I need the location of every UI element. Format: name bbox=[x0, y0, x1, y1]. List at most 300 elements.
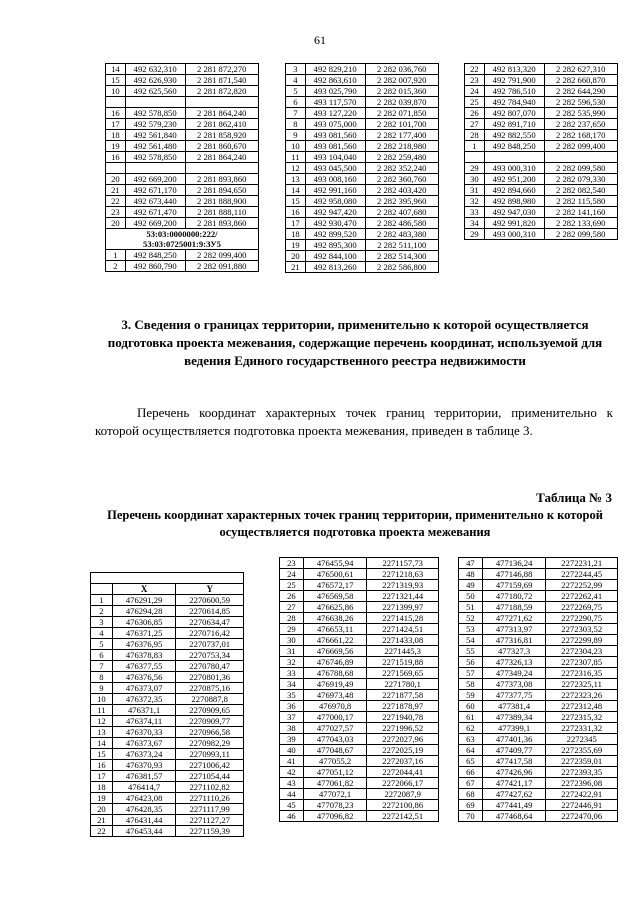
point-number-cell: 35 bbox=[280, 690, 304, 701]
table-row bbox=[106, 229, 259, 250]
x-coordinate-cell: 477048,67 bbox=[303, 745, 367, 756]
y-coordinate-cell: 2 281 888,900 bbox=[185, 196, 259, 207]
x-coordinate-cell: 477055,2 bbox=[303, 756, 367, 767]
x-coordinate-cell: 476572,17 bbox=[303, 580, 367, 591]
y-coordinate-cell: 2271877,58 bbox=[367, 690, 439, 701]
x-coordinate-cell: 492 863,610 bbox=[305, 75, 365, 86]
x-coordinate-cell: 476625,86 bbox=[303, 602, 367, 613]
x-coordinate-cell: 477180,72 bbox=[482, 591, 546, 602]
x-coordinate-cell: 477377,75 bbox=[482, 690, 546, 701]
point-number-cell: 56 bbox=[459, 657, 483, 668]
x-coordinate-cell: 477427,62 bbox=[482, 789, 546, 800]
x-coordinate-cell: 477159,69 bbox=[482, 580, 546, 591]
y-coordinate-cell: 2 282 218,980 bbox=[365, 141, 439, 152]
y-coordinate-cell: 2 282 259,480 bbox=[365, 152, 439, 163]
x-coordinate-cell: 476373,67 bbox=[112, 738, 176, 749]
table-row bbox=[91, 815, 244, 826]
x-coordinate-cell: 492 561,480 bbox=[125, 141, 185, 152]
table-row bbox=[286, 108, 439, 119]
x-coordinate-cell: 477096,82 bbox=[303, 811, 367, 822]
y-coordinate-cell: 2 282 007,920 bbox=[365, 75, 439, 86]
table-row bbox=[286, 229, 439, 240]
y-coordinate-cell: 2272142,51 bbox=[367, 811, 439, 822]
table-row bbox=[286, 196, 439, 207]
table-row bbox=[459, 756, 618, 767]
x-coordinate-cell: 492 891,710 bbox=[484, 119, 544, 130]
table-row bbox=[286, 75, 439, 86]
point-number-cell: 32 bbox=[465, 196, 485, 207]
table-row bbox=[465, 229, 618, 240]
table3-title: Перечень координат характерных точек границ территории, применительно к которой осуществляется подготовка проекта межевания bbox=[107, 508, 603, 539]
table-row bbox=[106, 218, 259, 229]
table-row bbox=[459, 668, 618, 679]
y-coordinate-cell: 2271054,44 bbox=[176, 771, 244, 782]
y-coordinate-cell: 2272299,89 bbox=[546, 635, 618, 646]
point-number-cell: 41 bbox=[280, 756, 304, 767]
point-number-cell: 31 bbox=[280, 646, 304, 657]
point-number-cell: 15 bbox=[106, 75, 126, 86]
y-coordinate-cell: 2 282 168,170 bbox=[544, 130, 618, 141]
x-coordinate-cell: 476291,29 bbox=[112, 595, 176, 606]
table-row bbox=[91, 793, 244, 804]
table-row bbox=[91, 760, 244, 771]
point-number-cell: 22 bbox=[465, 64, 485, 75]
y-coordinate-cell: 2272331,32 bbox=[546, 723, 618, 734]
x-coordinate-cell: 492 813,320 bbox=[484, 64, 544, 75]
coordinates-table-a bbox=[105, 63, 259, 272]
point-number-cell: 34 bbox=[465, 218, 485, 229]
point-number-cell: 55 bbox=[459, 646, 483, 657]
table-row bbox=[280, 580, 439, 591]
x-coordinate-cell: 492 895,300 bbox=[305, 240, 365, 251]
x-coordinate-cell: 477389,34 bbox=[482, 712, 546, 723]
page-number: 61 bbox=[314, 33, 326, 47]
point-number-cell: 54 bbox=[459, 635, 483, 646]
x-coordinate-cell: 476414,7 bbox=[112, 782, 176, 793]
x-coordinate-cell: 476306,85 bbox=[112, 617, 176, 628]
table-row bbox=[280, 690, 439, 701]
y-coordinate-cell: 2270614,85 bbox=[176, 606, 244, 617]
table-row bbox=[459, 580, 618, 591]
y-coordinate-cell: 2 282 177,400 bbox=[365, 130, 439, 141]
point-number-cell: 18 bbox=[286, 229, 306, 240]
section-heading: 3. Сведения о границах территории, применительно к которой осуществляется подготовка проекта межевания, содержащие перечень координат, используемой для ведения Единого государственного реестра недвижимости bbox=[107, 317, 603, 368]
table-row bbox=[286, 262, 439, 273]
point-number-cell: 37 bbox=[280, 712, 304, 723]
y-coordinate-cell: 2270801,36 bbox=[176, 672, 244, 683]
x-coordinate-cell: 493 025,790 bbox=[305, 86, 365, 97]
point-number-cell: 21 bbox=[106, 185, 126, 196]
y-coordinate-cell: 2 282 660,870 bbox=[544, 75, 618, 86]
table-row bbox=[280, 679, 439, 690]
table-row bbox=[106, 75, 259, 86]
y-coordinate-cell: 2 281 893,860 bbox=[185, 174, 259, 185]
section-paragraph: Перечень координат характерных точек границ территории, применительно к которой осуществляется подготовка проекта межевания, приведен в таблице 3. bbox=[95, 405, 613, 438]
y-coordinate-cell: 2272345 bbox=[546, 734, 618, 745]
table-row bbox=[106, 152, 259, 163]
table-row bbox=[280, 800, 439, 811]
x-coordinate-cell: 477271,62 bbox=[482, 613, 546, 624]
x-coordinate-cell: 476381,57 bbox=[112, 771, 176, 782]
point-number-cell: 27 bbox=[465, 119, 485, 130]
x-coordinate-cell: 492 898,980 bbox=[484, 196, 544, 207]
table-row bbox=[106, 141, 259, 152]
table-row bbox=[459, 657, 618, 668]
table-row bbox=[91, 672, 244, 683]
table-row bbox=[459, 558, 618, 569]
table-row bbox=[91, 804, 244, 815]
y-coordinate-cell: 2270887,8 bbox=[176, 694, 244, 705]
point-number-cell: 2 bbox=[91, 606, 113, 617]
point-number-cell: 11 bbox=[286, 152, 306, 163]
point-number-cell: 2 bbox=[106, 261, 126, 272]
y-coordinate-cell: 2 282 039,870 bbox=[365, 97, 439, 108]
table-row bbox=[106, 130, 259, 141]
table-row bbox=[286, 119, 439, 130]
x-coordinate-cell: 493 127,220 bbox=[305, 108, 365, 119]
y-coordinate-cell: 2272304,23 bbox=[546, 646, 618, 657]
x-coordinate-cell: 477061,82 bbox=[303, 778, 367, 789]
y-coordinate-cell: 2271218,63 bbox=[367, 569, 439, 580]
point-number-cell: 64 bbox=[459, 745, 483, 756]
y-coordinate-cell: 2 282 091,880 bbox=[185, 261, 259, 272]
y-coordinate-cell: 2271102,82 bbox=[176, 782, 244, 793]
empty-cell bbox=[106, 163, 126, 174]
point-number-cell: 19 bbox=[106, 141, 126, 152]
coordinates-table-b bbox=[285, 63, 439, 273]
empty-cell bbox=[185, 163, 259, 174]
y-coordinate-cell: 2270909,77 bbox=[176, 716, 244, 727]
empty-cell bbox=[125, 97, 185, 108]
table-row bbox=[280, 701, 439, 712]
table-row bbox=[91, 738, 244, 749]
x-coordinate-cell: 476453,44 bbox=[112, 826, 176, 837]
table-row bbox=[91, 650, 244, 661]
y-coordinate-cell: 2 282 483,380 bbox=[365, 229, 439, 240]
table-row bbox=[459, 778, 618, 789]
point-number-cell: 50 bbox=[459, 591, 483, 602]
point-number-cell: 26 bbox=[465, 108, 485, 119]
table-row bbox=[280, 591, 439, 602]
x-coordinate-cell: 476973,48 bbox=[303, 690, 367, 701]
table-row bbox=[286, 141, 439, 152]
x-coordinate-cell: 492 791,900 bbox=[484, 75, 544, 86]
y-coordinate-cell: 2271445,3 bbox=[367, 646, 439, 657]
table-row bbox=[465, 185, 618, 196]
table-row bbox=[91, 694, 244, 705]
y-coordinate-cell: 2271319,93 bbox=[367, 580, 439, 591]
table-row bbox=[465, 75, 618, 86]
x-coordinate-cell: 492 958,080 bbox=[305, 196, 365, 207]
y-coordinate-cell: 2 282 596,530 bbox=[544, 97, 618, 108]
x-coordinate-cell: 492 784,940 bbox=[484, 97, 544, 108]
y-coordinate-cell: 2272290,75 bbox=[546, 613, 618, 624]
table-row bbox=[286, 174, 439, 185]
point-number-cell: 45 bbox=[280, 800, 304, 811]
table3-header-x: X bbox=[112, 584, 176, 595]
y-coordinate-cell: 2 282 099,580 bbox=[544, 229, 618, 240]
table-row bbox=[459, 701, 618, 712]
x-coordinate-cell: 476428,35 bbox=[112, 804, 176, 815]
table3-column-1 bbox=[90, 572, 244, 837]
point-number-cell: 12 bbox=[286, 163, 306, 174]
table-row bbox=[106, 108, 259, 119]
point-number-cell: 7 bbox=[286, 108, 306, 119]
table-row bbox=[459, 712, 618, 723]
table-row bbox=[465, 163, 618, 174]
y-coordinate-cell: 2272316,35 bbox=[546, 668, 618, 679]
y-coordinate-cell: 2 282 514,300 bbox=[365, 251, 439, 262]
table-row bbox=[280, 745, 439, 756]
y-coordinate-cell: 2271006,42 bbox=[176, 760, 244, 771]
x-coordinate-cell: 477441,49 bbox=[482, 800, 546, 811]
table-row bbox=[459, 569, 618, 580]
y-coordinate-cell: 2272027,96 bbox=[367, 734, 439, 745]
x-coordinate-cell: 492 669,200 bbox=[125, 218, 185, 229]
table-row bbox=[465, 130, 618, 141]
point-number-cell: 24 bbox=[280, 569, 304, 580]
x-coordinate-cell: 492 579,230 bbox=[125, 119, 185, 130]
x-coordinate-cell: 477313,97 bbox=[482, 624, 546, 635]
x-coordinate-cell: 492 786,510 bbox=[484, 86, 544, 97]
x-coordinate-cell: 476669,56 bbox=[303, 646, 367, 657]
x-coordinate-cell: 492 807,070 bbox=[484, 108, 544, 119]
table-row bbox=[91, 705, 244, 716]
table-row bbox=[106, 97, 259, 108]
point-number-cell: 24 bbox=[465, 86, 485, 97]
x-coordinate-cell: 476455,94 bbox=[303, 558, 367, 569]
x-coordinate-cell: 477316,81 bbox=[482, 635, 546, 646]
table-row bbox=[106, 64, 259, 75]
y-coordinate-cell: 2272396,08 bbox=[546, 778, 618, 789]
table-row bbox=[286, 251, 439, 262]
table-row bbox=[106, 185, 259, 196]
point-number-cell: 21 bbox=[91, 815, 113, 826]
x-coordinate-cell: 476569,58 bbox=[303, 591, 367, 602]
table-row bbox=[106, 207, 259, 218]
y-coordinate-cell: 2271569,65 bbox=[367, 668, 439, 679]
point-number-cell: 38 bbox=[280, 723, 304, 734]
table-row bbox=[91, 683, 244, 694]
table-row bbox=[465, 152, 618, 163]
point-number-cell: 21 bbox=[286, 262, 306, 273]
point-number-cell: 16 bbox=[91, 760, 113, 771]
x-coordinate-cell: 477051,12 bbox=[303, 767, 367, 778]
table-row bbox=[91, 617, 244, 628]
x-coordinate-cell: 476970,8 bbox=[303, 701, 367, 712]
y-coordinate-cell: 2272037,16 bbox=[367, 756, 439, 767]
point-number-cell: 34 bbox=[280, 679, 304, 690]
y-coordinate-cell: 2272262,41 bbox=[546, 591, 618, 602]
y-coordinate-cell: 2270716,42 bbox=[176, 628, 244, 639]
empty-cell bbox=[125, 163, 185, 174]
x-coordinate-cell: 477381,4 bbox=[482, 701, 546, 712]
table-row bbox=[106, 174, 259, 185]
table-row bbox=[280, 778, 439, 789]
x-coordinate-cell: 493 008,160 bbox=[305, 174, 365, 185]
y-coordinate-cell: 2 282 395,960 bbox=[365, 196, 439, 207]
x-coordinate-cell: 492 947,420 bbox=[305, 207, 365, 218]
x-coordinate-cell: 476431,44 bbox=[112, 815, 176, 826]
table-row bbox=[280, 635, 439, 646]
y-coordinate-cell: 2271519,88 bbox=[367, 657, 439, 668]
table-row bbox=[459, 800, 618, 811]
x-coordinate-cell: 477399,1 bbox=[482, 723, 546, 734]
table-row bbox=[459, 690, 618, 701]
y-coordinate-cell: 2 282 099,580 bbox=[544, 163, 618, 174]
x-coordinate-cell: 476294,28 bbox=[112, 606, 176, 617]
y-coordinate-cell: 2272100,86 bbox=[367, 800, 439, 811]
y-coordinate-cell: 2 281 864,240 bbox=[185, 152, 259, 163]
table-row bbox=[459, 789, 618, 800]
x-coordinate-cell: 477417,58 bbox=[482, 756, 546, 767]
point-number-cell: 17 bbox=[106, 119, 126, 130]
y-coordinate-cell: 2271127,27 bbox=[176, 815, 244, 826]
point-number-cell: 31 bbox=[465, 185, 485, 196]
point-number-cell: 29 bbox=[465, 163, 485, 174]
table-row bbox=[459, 591, 618, 602]
point-number-cell: 32 bbox=[280, 657, 304, 668]
table-row bbox=[280, 558, 439, 569]
table-row bbox=[459, 679, 618, 690]
x-coordinate-cell: 492 669,200 bbox=[125, 174, 185, 185]
y-coordinate-cell: 2272025,19 bbox=[367, 745, 439, 756]
point-number-cell: 3 bbox=[91, 617, 113, 628]
x-coordinate-cell: 493 081,560 bbox=[305, 141, 365, 152]
x-coordinate-cell: 476371,1 bbox=[112, 705, 176, 716]
table3-column-3 bbox=[458, 557, 618, 822]
table-row bbox=[459, 613, 618, 624]
y-coordinate-cell: 2 282 115,580 bbox=[544, 196, 618, 207]
table-row bbox=[286, 64, 439, 75]
point-number-cell: 18 bbox=[91, 782, 113, 793]
point-number-cell: 49 bbox=[459, 580, 483, 591]
point-number-cell: 23 bbox=[106, 207, 126, 218]
y-coordinate-cell: 2 282 015,360 bbox=[365, 86, 439, 97]
y-coordinate-cell: 2 282 133,690 bbox=[544, 218, 618, 229]
y-coordinate-cell: 2 282 486,580 bbox=[365, 218, 439, 229]
table3-header-num bbox=[91, 584, 113, 595]
x-coordinate-cell: 476500,61 bbox=[303, 569, 367, 580]
y-coordinate-cell: 2270966,58 bbox=[176, 727, 244, 738]
y-coordinate-cell: 2271159,39 bbox=[176, 826, 244, 837]
x-coordinate-cell: 476371,25 bbox=[112, 628, 176, 639]
point-number-cell: 13 bbox=[286, 174, 306, 185]
point-number-cell: 61 bbox=[459, 712, 483, 723]
point-number-cell: 5 bbox=[286, 86, 306, 97]
x-coordinate-cell: 492 829,210 bbox=[305, 64, 365, 75]
x-coordinate-cell: 492 844,100 bbox=[305, 251, 365, 262]
y-coordinate-cell: 2 282 360,760 bbox=[365, 174, 439, 185]
y-coordinate-cell: 2 282 352,240 bbox=[365, 163, 439, 174]
x-coordinate-cell: 493 045,500 bbox=[305, 163, 365, 174]
table-row bbox=[280, 657, 439, 668]
table-row bbox=[91, 661, 244, 672]
table-row bbox=[91, 716, 244, 727]
table-row bbox=[91, 771, 244, 782]
x-coordinate-cell: 477043,03 bbox=[303, 734, 367, 745]
point-number-cell: 67 bbox=[459, 778, 483, 789]
table-row bbox=[286, 152, 439, 163]
y-coordinate-cell: 2 281 888,110 bbox=[185, 207, 259, 218]
point-number-cell: 17 bbox=[91, 771, 113, 782]
point-number-cell: 10 bbox=[286, 141, 306, 152]
point-number-cell: 19 bbox=[91, 793, 113, 804]
y-coordinate-cell: 2 282 511,100 bbox=[365, 240, 439, 251]
table-row bbox=[286, 163, 439, 174]
x-coordinate-cell: 492 894,660 bbox=[484, 185, 544, 196]
empty-cell bbox=[484, 152, 544, 163]
point-number-cell: 15 bbox=[91, 749, 113, 760]
table-row bbox=[106, 86, 259, 97]
y-coordinate-cell: 2 282 079,330 bbox=[544, 174, 618, 185]
empty-cell bbox=[465, 152, 485, 163]
x-coordinate-cell: 492 951,200 bbox=[484, 174, 544, 185]
table-row bbox=[459, 646, 618, 657]
point-number-cell: 69 bbox=[459, 800, 483, 811]
x-coordinate-cell: 477000,17 bbox=[303, 712, 367, 723]
point-number-cell: 58 bbox=[459, 679, 483, 690]
table-row bbox=[459, 767, 618, 778]
y-coordinate-cell: 2 282 036,760 bbox=[365, 64, 439, 75]
y-coordinate-cell: 2272066,17 bbox=[367, 778, 439, 789]
x-coordinate-cell: 477326,13 bbox=[482, 657, 546, 668]
table-row bbox=[106, 163, 259, 174]
x-coordinate-cell: 492 860,790 bbox=[125, 261, 185, 272]
y-coordinate-cell: 2272044,41 bbox=[367, 767, 439, 778]
point-number-cell: 18 bbox=[106, 130, 126, 141]
y-coordinate-cell: 2272393,35 bbox=[546, 767, 618, 778]
y-coordinate-cell: 2271399,97 bbox=[367, 602, 439, 613]
point-number-cell: 47 bbox=[459, 558, 483, 569]
point-number-cell: 25 bbox=[465, 97, 485, 108]
point-number-cell: 16 bbox=[106, 108, 126, 119]
y-coordinate-cell: 2272087,9 bbox=[367, 789, 439, 800]
x-coordinate-cell: 493 104,040 bbox=[305, 152, 365, 163]
x-coordinate-cell: 493 075,000 bbox=[305, 119, 365, 130]
point-number-cell: 6 bbox=[91, 650, 113, 661]
point-number-cell: 14 bbox=[106, 64, 126, 75]
x-coordinate-cell: 476378,83 bbox=[112, 650, 176, 661]
y-coordinate-cell: 2272269,75 bbox=[546, 602, 618, 613]
y-coordinate-cell: 2271940,78 bbox=[367, 712, 439, 723]
x-coordinate-cell: 477146,88 bbox=[482, 569, 546, 580]
y-coordinate-cell: 2271433,08 bbox=[367, 635, 439, 646]
y-coordinate-cell: 2272315,32 bbox=[546, 712, 618, 723]
point-number-cell: 20 bbox=[106, 218, 126, 229]
y-coordinate-cell: 2 282 099,400 bbox=[544, 141, 618, 152]
point-number-cell: 23 bbox=[465, 75, 485, 86]
y-coordinate-cell: 2 282 071,850 bbox=[365, 108, 439, 119]
table-row bbox=[106, 119, 259, 130]
y-coordinate-cell: 2272325,11 bbox=[546, 679, 618, 690]
table-row bbox=[286, 207, 439, 218]
point-number-cell: 30 bbox=[465, 174, 485, 185]
point-number-cell: 48 bbox=[459, 569, 483, 580]
point-number-cell: 3 bbox=[286, 64, 306, 75]
point-number-cell: 53 bbox=[459, 624, 483, 635]
point-number-cell: 57 bbox=[459, 668, 483, 679]
y-coordinate-cell: 2 282 586,800 bbox=[365, 262, 439, 273]
x-coordinate-cell: 493 000,310 bbox=[484, 229, 544, 240]
y-coordinate-cell: 2271157,73 bbox=[367, 558, 439, 569]
table-row bbox=[106, 250, 259, 261]
y-coordinate-cell: 2272470,06 bbox=[546, 811, 618, 822]
table-row bbox=[280, 624, 439, 635]
point-number-cell: 15 bbox=[286, 196, 306, 207]
table-row bbox=[465, 119, 618, 130]
y-coordinate-cell: 2272252,99 bbox=[546, 580, 618, 591]
